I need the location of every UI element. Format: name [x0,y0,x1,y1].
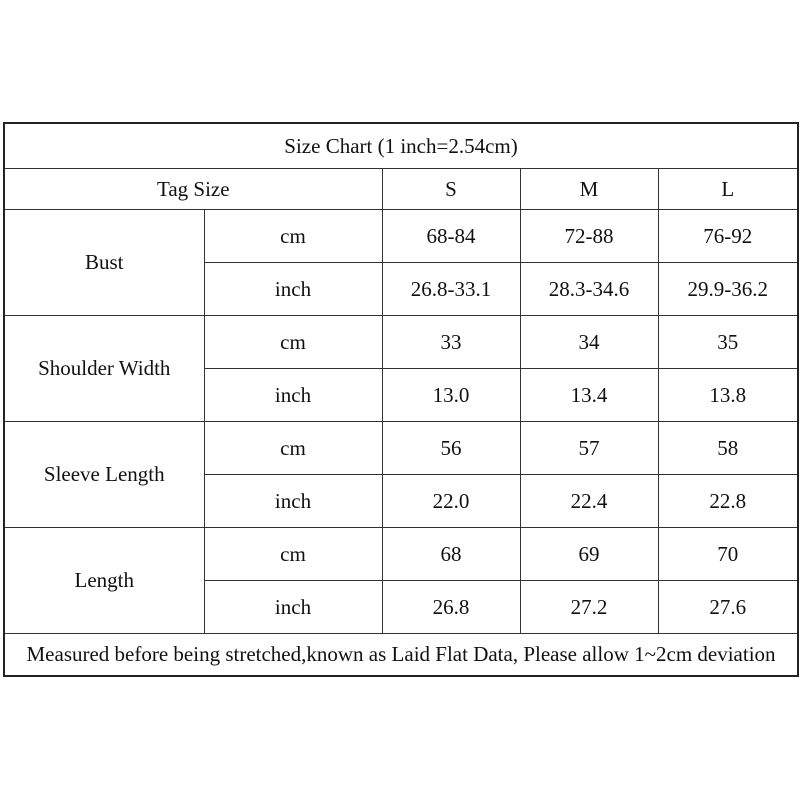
table-row [4,422,798,475]
row-label-length: Length [4,528,204,634]
unit-cell: inch [204,475,382,528]
header-size-s: S [382,169,520,210]
unit-cell: cm [204,210,382,263]
table-title: Size Chart (1 inch=2.54cm) [4,123,798,169]
value-cell: 69 [520,528,658,581]
row-label-shoulder-width: Shoulder Width [4,316,204,422]
value-cell: 13.0 [382,369,520,422]
size-chart-table [3,122,799,677]
table-row [4,316,798,369]
unit-cell: cm [204,316,382,369]
table-row [4,528,798,581]
table-row [4,210,798,263]
value-cell: 28.3-34.6 [520,263,658,316]
value-cell: 34 [520,316,658,369]
value-cell: 27.2 [520,581,658,634]
value-cell: 22.0 [382,475,520,528]
value-cell: 26.8-33.1 [382,263,520,316]
value-cell: 76-92 [658,210,798,263]
value-cell: 29.9-36.2 [658,263,798,316]
value-cell: 68-84 [382,210,520,263]
value-cell: 26.8 [382,581,520,634]
header-tag-size: Tag Size [4,169,382,210]
value-cell: 56 [382,422,520,475]
value-cell: 27.6 [658,581,798,634]
unit-cell: inch [204,369,382,422]
value-cell: 58 [658,422,798,475]
header-size-l: L [658,169,798,210]
value-cell: 70 [658,528,798,581]
value-cell: 35 [658,316,798,369]
value-cell: 57 [520,422,658,475]
row-label-bust: Bust [4,210,204,316]
value-cell: 22.4 [520,475,658,528]
value-cell: 33 [382,316,520,369]
unit-cell: cm [204,422,382,475]
value-cell: 13.4 [520,369,658,422]
value-cell: 13.8 [658,369,798,422]
row-label-sleeve-length: Sleeve Length [4,422,204,528]
header-size-m: M [520,169,658,210]
unit-cell: inch [204,263,382,316]
value-cell: 22.8 [658,475,798,528]
footer-note: Measured before being stretched,known as Laid Flat Data, Please allow 1~2cm deviation [4,634,798,677]
value-cell: 72-88 [520,210,658,263]
unit-cell: inch [204,581,382,634]
unit-cell: cm [204,528,382,581]
value-cell: 68 [382,528,520,581]
